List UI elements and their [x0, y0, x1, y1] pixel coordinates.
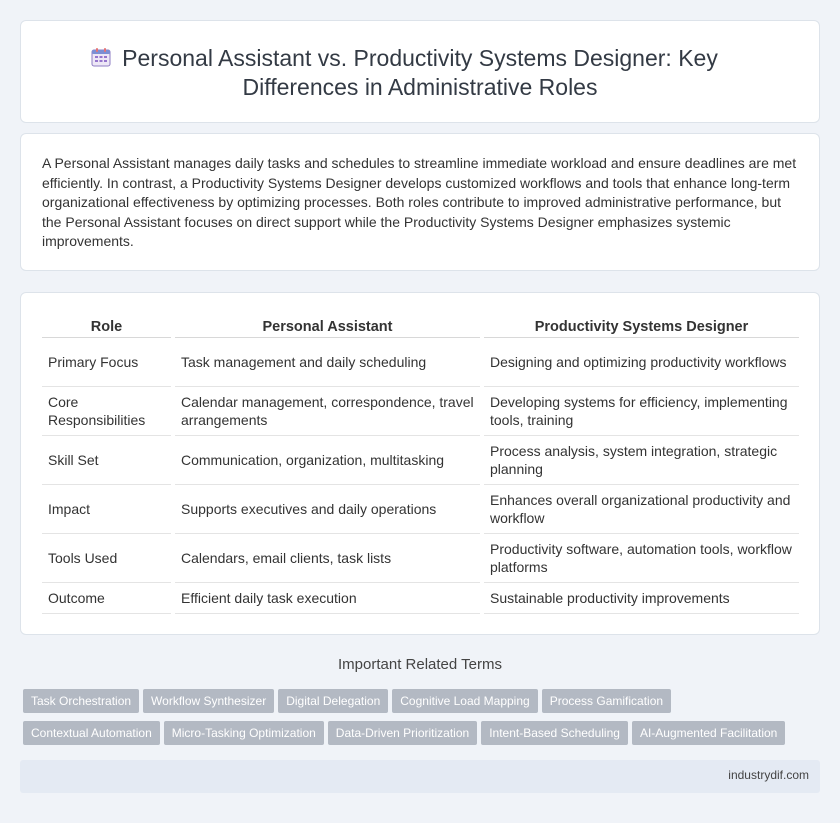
term-tag[interactable]: AI-Augmented Facilitation — [632, 721, 785, 745]
cell-productivity-designer: Designing and optimizing productivity workflows — [482, 337, 799, 386]
related-terms-row-2 — [23, 721, 823, 745]
cell-personal-assistant: Supports executives and daily operations — [173, 484, 482, 533]
comparison-table — [42, 314, 799, 614]
cell-productivity-designer: Sustainable productivity improvements — [482, 582, 799, 613]
row-label: Outcome — [42, 582, 173, 613]
term-tag[interactable]: Process Gamification — [542, 689, 671, 713]
table-row — [42, 582, 799, 613]
cell-personal-assistant: Calendars, email clients, task lists — [173, 533, 482, 582]
row-label: Tools Used — [42, 533, 173, 582]
header-personal-assistant: Personal Assistant — [173, 314, 482, 337]
row-label: Primary Focus — [42, 337, 173, 386]
related-terms-heading: Important Related Terms — [338, 656, 502, 673]
table-row — [42, 337, 799, 386]
cell-productivity-designer: Productivity software, automation tools, workflow platforms — [482, 533, 799, 582]
footer-site-link[interactable]: industrydif.com — [728, 768, 809, 782]
term-tag[interactable]: Task Orchestration — [23, 689, 139, 713]
table-header-row — [42, 314, 799, 337]
cell-personal-assistant: Efficient daily task execution — [173, 582, 482, 613]
cell-personal-assistant: Task management and daily scheduling — [173, 337, 482, 386]
related-terms-row-1 — [23, 689, 823, 713]
term-tag[interactable]: Cognitive Load Mapping — [392, 689, 537, 713]
footer-bar — [20, 760, 820, 793]
header-productivity-designer: Productivity Systems Designer — [482, 314, 799, 337]
row-label: Impact — [42, 484, 173, 533]
cell-productivity-designer: Process analysis, system integration, strategic planning — [482, 435, 799, 484]
term-tag[interactable]: Data-Driven Prioritization — [328, 721, 477, 745]
row-label: Core Responsibilities — [42, 386, 173, 435]
term-tag[interactable]: Digital Delegation — [278, 689, 388, 713]
intro-card — [20, 133, 820, 271]
page-title: Personal Assistant vs. Productivity Systems Designer: Key Differences in Administrative Roles — [122, 45, 718, 100]
title-card — [20, 20, 820, 123]
row-label: Skill Set — [42, 435, 173, 484]
term-tag[interactable]: Workflow Synthesizer — [143, 689, 274, 713]
term-tag[interactable]: Micro-Tasking Optimization — [164, 721, 324, 745]
table-row — [42, 386, 799, 435]
cell-personal-assistant: Communication, organization, multitasking — [173, 435, 482, 484]
term-tag[interactable]: Intent-Based Scheduling — [481, 721, 628, 745]
intro-paragraph: A Personal Assistant manages daily tasks and schedules to streamline immediate workload and ensure deadlines are met efficiently. In contrast, a Productivity Systems Designer develops customized workflows and tools that enhance long-term organizational effectiveness by optimizing processes. Both roles contribute to improved administrative performance, but the Personal Assistant focuses on direct support while the Productivity Systems Designer emphasizes systemic improvements. — [42, 155, 797, 249]
table-row — [42, 435, 799, 484]
term-tag[interactable]: Contextual Automation — [23, 721, 160, 745]
cell-productivity-designer: Developing systems for efficiency, implementing tools, training — [482, 386, 799, 435]
header-role: Role — [42, 314, 173, 337]
cell-personal-assistant: Calendar management, correspondence, travel arrangements — [173, 386, 482, 435]
table-row — [42, 484, 799, 533]
table-row — [42, 533, 799, 582]
cell-productivity-designer: Enhances overall organizational productivity and workflow — [482, 484, 799, 533]
comparison-card — [20, 292, 820, 635]
